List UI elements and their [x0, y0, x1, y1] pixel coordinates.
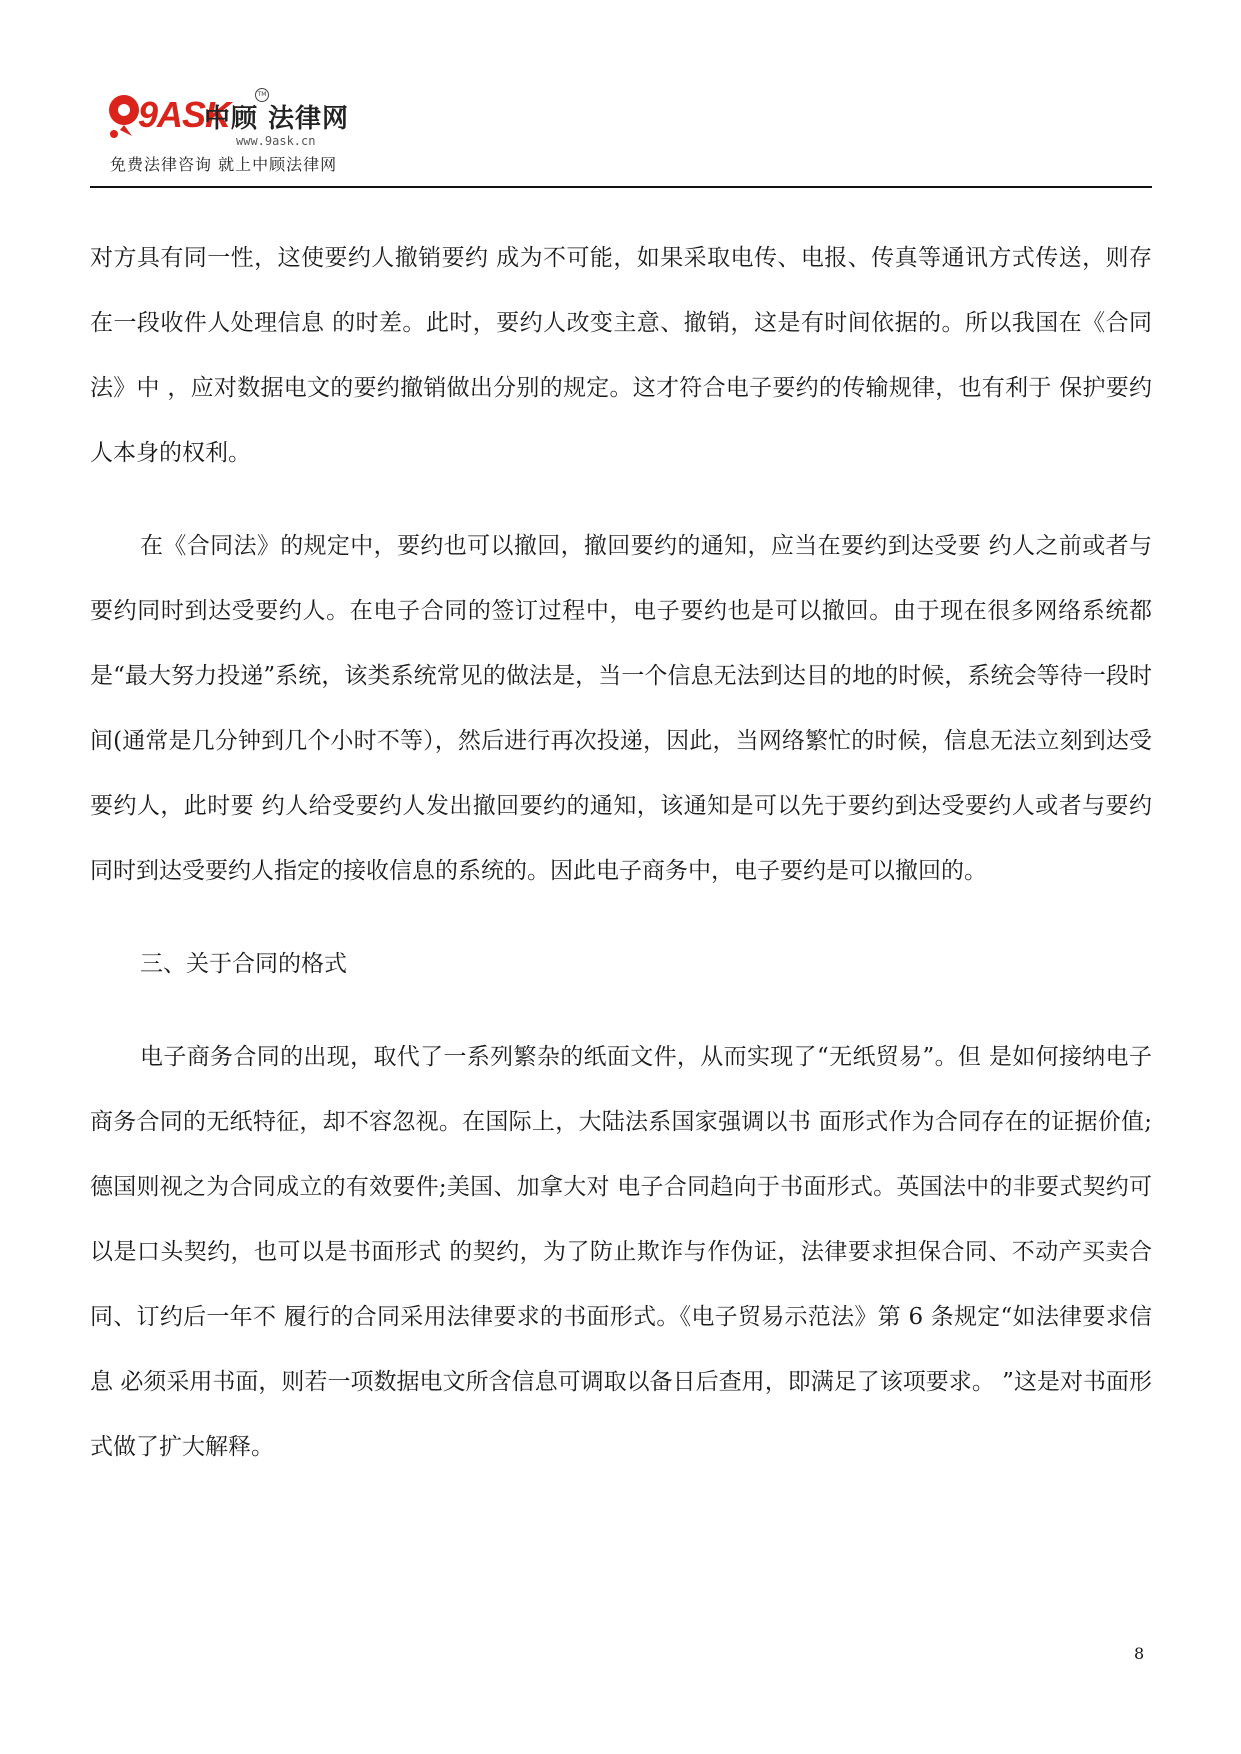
logo-ask-text: 9ASK: [138, 94, 231, 135]
logo-url: www.9ask.cn: [236, 134, 316, 148]
logo-brand-text: 中顾 法律网: [204, 104, 350, 134]
section-heading: 三、关于合同的格式: [140, 951, 347, 977]
paragraph-1: 对方具有同一性，这使要约人撤销要约 成为不可能，如果采取电传、电报、传真等通讯方式传送，则存在一段收件人处理信息 的时差。此时，要约人改变主意、撤销，这是有时间依据的。所以我国在《合同法》中 ，应对数据电文的要约撤销做出分别的规定。这才符合电子要约的传输规律，也有利于 保护要约人本身的权利。: [90, 245, 1152, 466]
site-logo: [104, 88, 364, 178]
paragraph-3: 电子商务合同的出现，取代了一系列繁杂的纸面文件，从而实现了“无纸贸易”。但 是如何接纳电子商务合同的无纸特征，却不容忽视。在国际上，大陆法系国家强调以书 面形式作为合同存在的证据价值;德国则视之为合同成立的有效要件;美国、加拿大对 电子合同趋向于书面形式。英国法中的非要式契约可以是口头契约，也可以是书面形式 的契约，为了防止欺诈与作伪证，法律要求担保合同、不动产买卖合同、订约后一年不 履行的合同采用法律要求的书面形式。《电子贸易示范法》第 6 条规定“如法律要求信息 必须采用书面，则若一项数据电文所含信息可调取以备日后查用，即满足了该项要求。 ”这是对书面形式做了扩大解释。: [90, 1044, 1152, 1460]
trademark-badge: TM: [255, 88, 269, 102]
document-body: [90, 226, 1152, 1508]
header-divider: [90, 186, 1152, 188]
logo-slogan: 免费法律咨询 就上中顾法律网: [110, 155, 338, 174]
page-number: 8: [1134, 1644, 1145, 1663]
paragraph-2: 在《合同法》的规定中，要约也可以撤回，撤回要约的通知，应当在要约到达受要 约人之前或者与要约同时到达受要约人。在电子合同的签订过程中，电子要约也是可以撤回。由于现在很多网络系统都是“最大努力投递”系统，该类系统常见的做法是，当一个信息无法到达目的地的时候，系统会等待一段时间(通常是几分钟到几个小时不等），然后进行再次投递，因此，当网络繁忙的时候，信息无法立刻到达受要约人，此时要 约人给受要约人发出撤回要约的通知，该通知是可以先于要约到达受要约人或者与要约 同时到达受要约人指定的接收信息的系统的。因此电子商务中，电子要约是可以撤回的。: [90, 533, 1152, 884]
